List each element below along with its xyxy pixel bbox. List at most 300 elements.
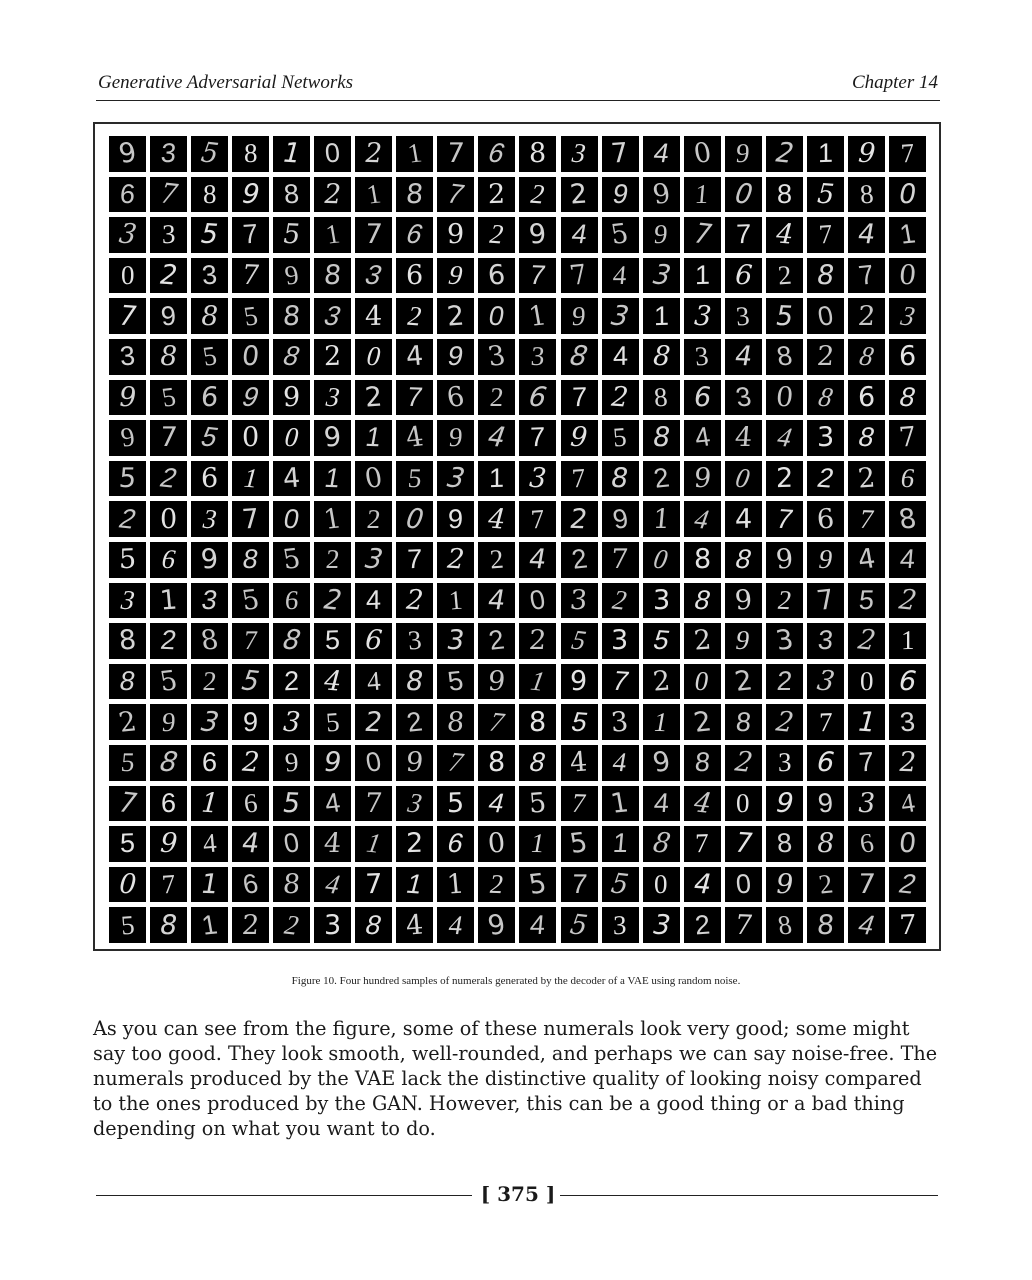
digit-tile xyxy=(848,461,885,497)
digit-tile xyxy=(848,258,885,294)
digit-tile xyxy=(519,380,556,416)
digit-tile xyxy=(561,298,598,334)
digit-glyph: 5 xyxy=(772,300,796,332)
digit-tile xyxy=(561,745,598,781)
digit-glyph: 7 xyxy=(443,178,469,210)
digit-tile xyxy=(602,420,639,456)
digit-tile xyxy=(273,907,310,943)
digit-glyph: 2 xyxy=(775,462,793,495)
digit-glyph: 9 xyxy=(649,746,673,780)
digit-tile xyxy=(602,867,639,903)
digit-glyph: 2 xyxy=(568,543,589,575)
digit-glyph: 7 xyxy=(570,462,588,494)
digit-tile xyxy=(314,258,351,294)
digit-tile xyxy=(232,745,269,781)
digit-glyph: 3 xyxy=(444,625,468,657)
digit-glyph: 1 xyxy=(489,462,505,494)
digit-tile xyxy=(396,664,433,700)
digit-glyph: 7 xyxy=(818,706,833,737)
digit-tile xyxy=(725,298,762,334)
digit-glyph: 9 xyxy=(486,666,507,698)
digit-glyph: 5 xyxy=(528,787,548,820)
digit-glyph: 9 xyxy=(156,827,182,860)
digit-glyph: 3 xyxy=(733,381,754,413)
digit-tile xyxy=(561,867,598,903)
digit-tile xyxy=(602,461,639,497)
digit-glyph: 9 xyxy=(528,218,548,252)
digit-glyph: 3 xyxy=(529,341,547,372)
digit-glyph: 9 xyxy=(445,259,467,291)
digit-glyph: 5 xyxy=(567,624,592,657)
digit-glyph: 8 xyxy=(774,340,795,372)
digit-tile xyxy=(314,217,351,253)
digit-glyph: 4 xyxy=(281,462,302,495)
digit-glyph: 7 xyxy=(898,909,916,941)
digit-tile xyxy=(273,380,310,416)
digit-glyph: 2 xyxy=(815,868,835,900)
digit-glyph: 8 xyxy=(854,340,879,372)
body-paragraph: As you can see from the figure, some of these numerals look very good; some might say too good. They look smooth, well-rounded, and perhaps we can say noise-free. The numerals produced by the VAE lack the distinctive quality of looking noisy compared to the ones produced by the GAN. However, this can be a good thing or a bad thing depending on what you want to do. xyxy=(93,1017,938,1140)
digit-tile xyxy=(478,542,515,578)
digit-tile xyxy=(150,501,187,537)
digit-glyph: 1 xyxy=(608,786,632,820)
digit-glyph: 4 xyxy=(322,828,343,860)
digit-glyph: 2 xyxy=(528,625,548,657)
digit-glyph: 7 xyxy=(856,868,877,900)
digit-glyph: 4 xyxy=(366,584,382,616)
digit-glyph: 4 xyxy=(898,787,917,819)
digit-glyph: 2 xyxy=(156,462,182,494)
digit-tile xyxy=(355,339,392,375)
digit-tile xyxy=(437,501,474,537)
digit-tile xyxy=(848,339,885,375)
digit-glyph: 9 xyxy=(238,381,264,413)
digit-tile xyxy=(478,461,515,497)
digit-glyph: 1 xyxy=(900,625,915,656)
digit-glyph: 8 xyxy=(815,909,836,941)
digit-glyph: 3 xyxy=(568,137,590,169)
digit-tile xyxy=(725,501,762,537)
digit-glyph: 1 xyxy=(526,665,550,697)
digit-tile xyxy=(561,786,598,822)
digit-tile xyxy=(519,826,556,862)
digit-glyph: 0 xyxy=(281,422,303,453)
digit-tile xyxy=(109,339,146,375)
digit-tile xyxy=(355,786,392,822)
digit-tile xyxy=(643,664,680,700)
digit-glyph: 5 xyxy=(857,584,876,615)
digit-glyph: 2 xyxy=(488,543,505,575)
digit-tile xyxy=(766,745,803,781)
digit-tile xyxy=(478,867,515,903)
digit-tile xyxy=(889,704,926,740)
digit-glyph: 8 xyxy=(404,178,425,210)
digit-glyph: 6 xyxy=(856,827,876,860)
digit-tile xyxy=(766,461,803,497)
digit-glyph: 0 xyxy=(896,178,919,211)
digit-tile xyxy=(150,177,187,213)
digit-tile xyxy=(109,867,146,903)
digit-glyph: 9 xyxy=(610,178,631,210)
digit-glyph: 8 xyxy=(690,584,714,616)
digit-tile xyxy=(848,623,885,659)
digit-glyph: 9 xyxy=(199,543,220,576)
digit-glyph: 5 xyxy=(119,828,136,859)
digit-tile xyxy=(766,501,803,537)
digit-glyph: 8 xyxy=(243,138,258,169)
digit-glyph: 8 xyxy=(775,827,794,859)
digit-tile xyxy=(807,217,844,253)
digit-glyph: 8 xyxy=(731,543,755,575)
digit-tile xyxy=(602,177,639,213)
digit-tile xyxy=(684,826,721,862)
digit-glyph: 6 xyxy=(402,218,428,251)
digit-glyph: 5 xyxy=(325,625,341,656)
digit-glyph: 9 xyxy=(116,381,139,414)
digit-tile xyxy=(355,217,392,253)
digit-tile xyxy=(807,826,844,862)
digit-glyph: 0 xyxy=(654,868,668,900)
header-book-title: Generative Adversarial Networks xyxy=(98,72,354,93)
digit-tile xyxy=(150,664,187,700)
digit-tile xyxy=(519,501,556,537)
digit-tile xyxy=(232,623,269,659)
digit-tile xyxy=(478,583,515,619)
digit-tile xyxy=(314,867,351,903)
digit-tile xyxy=(355,826,392,862)
digit-tile xyxy=(848,542,885,578)
digit-glyph: 7 xyxy=(731,909,755,941)
digit-glyph: 4 xyxy=(446,909,466,940)
digit-tile xyxy=(602,826,639,862)
digit-tile xyxy=(478,623,515,659)
digit-glyph: 3 xyxy=(322,381,344,413)
digit-glyph: 6 xyxy=(857,381,875,414)
digit-tile xyxy=(684,177,721,213)
digit-tile xyxy=(109,501,146,537)
digit-glyph: 0 xyxy=(114,868,141,901)
digit-glyph: 8 xyxy=(445,706,466,738)
digit-tile xyxy=(273,623,310,659)
digit-tile xyxy=(109,826,146,862)
digit-tile xyxy=(355,583,392,619)
digit-glyph: 2 xyxy=(527,178,549,210)
digit-tile xyxy=(232,461,269,497)
digit-glyph: 6 xyxy=(815,503,836,536)
digit-glyph: 3 xyxy=(406,624,423,656)
digit-glyph: 0 xyxy=(527,584,548,616)
digit-glyph: 9 xyxy=(238,178,264,211)
digit-glyph: 2 xyxy=(729,746,757,780)
digit-glyph: 5 xyxy=(197,421,223,454)
digit-tile xyxy=(478,258,515,294)
digit-glyph: 2 xyxy=(488,178,506,211)
digit-tile xyxy=(478,745,515,781)
digit-tile xyxy=(109,461,146,497)
digit-glyph: 1 xyxy=(447,584,464,616)
digit-glyph: 2 xyxy=(732,665,755,698)
digit-tile xyxy=(848,136,885,172)
digit-glyph: 7 xyxy=(113,786,142,820)
digit-glyph: 3 xyxy=(113,218,142,252)
digit-glyph: 2 xyxy=(569,178,589,211)
digit-tile xyxy=(519,136,556,172)
digit-glyph: 8 xyxy=(240,543,261,575)
digit-tile xyxy=(355,704,392,740)
digit-tile xyxy=(684,704,721,740)
digit-glyph: 7 xyxy=(363,219,384,251)
digit-tile xyxy=(602,298,639,334)
digit-tile xyxy=(561,907,598,943)
digit-tile xyxy=(191,461,228,497)
digit-tile xyxy=(766,380,803,416)
digit-glyph: 9 xyxy=(321,746,344,779)
digit-glyph: 1 xyxy=(364,178,383,210)
digit-glyph: 8 xyxy=(117,624,138,657)
digit-glyph: 9 xyxy=(447,422,464,453)
digit-glyph: 3 xyxy=(161,219,176,250)
digit-tile xyxy=(561,542,598,578)
digit-glyph: 2 xyxy=(443,543,469,576)
digit-glyph: 5 xyxy=(812,178,838,211)
digit-glyph: 3 xyxy=(898,706,917,738)
digit-glyph: 7 xyxy=(444,746,468,778)
digit-glyph: 7 xyxy=(730,827,756,860)
digit-tile xyxy=(643,745,680,781)
digit-glyph: 0 xyxy=(897,260,918,292)
digit-tile xyxy=(150,298,187,334)
digit-glyph: 2 xyxy=(690,705,714,739)
digit-tile xyxy=(273,136,310,172)
digit-tile xyxy=(643,542,680,578)
digit-glyph: 1 xyxy=(611,828,629,859)
digit-glyph: 9 xyxy=(816,544,835,575)
digit-tile xyxy=(109,258,146,294)
digit-glyph: 6 xyxy=(118,178,137,209)
digit-tile xyxy=(109,583,146,619)
digit-tile xyxy=(396,217,433,253)
digit-glyph: 2 xyxy=(895,868,921,900)
digit-glyph: 8 xyxy=(198,300,221,332)
digit-tile xyxy=(725,664,762,700)
digit-tile xyxy=(889,907,926,943)
digit-tile xyxy=(437,461,474,497)
digit-tile xyxy=(766,420,803,456)
digit-glyph: 8 xyxy=(896,502,919,536)
digit-tile xyxy=(725,786,762,822)
digit-tile xyxy=(109,745,146,781)
digit-tile xyxy=(807,501,844,537)
digit-glyph: 8 xyxy=(855,421,878,453)
digit-glyph: 7 xyxy=(897,421,918,455)
digit-tile xyxy=(191,136,228,172)
digit-tile xyxy=(602,258,639,294)
digit-tile xyxy=(437,745,474,781)
digit-tile xyxy=(191,623,228,659)
digit-glyph: 0 xyxy=(323,137,342,169)
digit-sample-figure xyxy=(93,122,941,951)
digit-tile xyxy=(643,907,680,943)
digit-glyph: 2 xyxy=(363,381,384,414)
digit-glyph: 5 xyxy=(324,706,341,738)
digit-glyph: 9 xyxy=(243,706,259,737)
digit-glyph: 8 xyxy=(526,746,550,778)
digit-glyph: 8 xyxy=(157,909,180,941)
digit-tile xyxy=(889,664,926,700)
digit-glyph: 7 xyxy=(610,544,631,576)
digit-tile xyxy=(643,380,680,416)
digit-tile xyxy=(766,136,803,172)
digit-tile xyxy=(355,664,392,700)
digit-glyph: 8 xyxy=(322,260,343,292)
digit-tile xyxy=(519,177,556,213)
digit-glyph: 6 xyxy=(242,787,259,819)
digit-glyph: 2 xyxy=(488,381,506,412)
digit-glyph: 0 xyxy=(736,787,750,819)
digit-glyph: 0 xyxy=(362,462,385,495)
digit-tile xyxy=(725,136,762,172)
digit-tile xyxy=(848,501,885,537)
digit-glyph: 2 xyxy=(692,624,713,657)
digit-tile xyxy=(355,420,392,456)
digit-tile xyxy=(643,786,680,822)
digit-glyph: 1 xyxy=(651,706,671,737)
digit-glyph: 3 xyxy=(279,706,305,739)
digit-tile xyxy=(643,501,680,537)
digit-tile xyxy=(314,745,351,781)
digit-tile xyxy=(561,339,598,375)
digit-glyph: 7 xyxy=(530,422,546,453)
digit-tile xyxy=(766,583,803,619)
digit-tile xyxy=(396,298,433,334)
digit-glyph: 1 xyxy=(694,259,710,291)
digit-tile xyxy=(232,177,269,213)
digit-tile xyxy=(150,907,187,943)
digit-glyph: 8 xyxy=(814,828,837,860)
digit-tile xyxy=(807,420,844,456)
digit-glyph: 0 xyxy=(240,341,261,373)
digit-tile xyxy=(561,136,598,172)
digit-glyph: 3 xyxy=(855,787,878,820)
digit-tile xyxy=(314,380,351,416)
digit-tile xyxy=(355,867,392,903)
digit-tile xyxy=(437,339,474,375)
digit-tile xyxy=(109,664,146,700)
digit-tile xyxy=(848,664,885,700)
digit-tile xyxy=(807,664,844,700)
digit-tile xyxy=(889,177,926,213)
digit-glyph: 3 xyxy=(199,503,221,535)
digit-glyph: 2 xyxy=(856,462,877,495)
digit-glyph: 2 xyxy=(776,259,793,291)
digit-glyph: 2 xyxy=(321,178,344,211)
digit-glyph: 5 xyxy=(118,543,137,576)
digit-tile xyxy=(150,542,187,578)
digit-tile xyxy=(766,907,803,943)
digit-tile xyxy=(396,786,433,822)
digit-tile xyxy=(848,786,885,822)
digit-tile xyxy=(437,867,474,903)
digit-tile xyxy=(437,258,474,294)
digit-glyph: 1 xyxy=(653,300,669,331)
digit-tile xyxy=(889,501,926,537)
digit-tile xyxy=(232,420,269,456)
digit-tile xyxy=(889,380,926,416)
digit-tile xyxy=(725,339,762,375)
digit-glyph: 6 xyxy=(202,746,218,778)
digit-tile xyxy=(643,704,680,740)
digit-tile xyxy=(561,826,598,862)
digit-tile xyxy=(437,826,474,862)
digit-glyph: 8 xyxy=(647,827,675,861)
digit-glyph: 5 xyxy=(157,665,180,698)
digit-glyph: 5 xyxy=(119,747,136,778)
digit-glyph: 4 xyxy=(529,909,547,940)
digit-glyph: 4 xyxy=(690,503,715,535)
digit-tile xyxy=(191,258,228,294)
digit-tile xyxy=(766,217,803,253)
digit-glyph: 8 xyxy=(734,706,753,737)
digit-tile xyxy=(314,177,351,213)
digit-glyph: 3 xyxy=(811,665,840,698)
digit-glyph: 9 xyxy=(649,178,673,211)
digit-glyph: 7 xyxy=(857,503,876,534)
digit-tile xyxy=(191,704,228,740)
digit-tile xyxy=(396,826,433,862)
digit-tile xyxy=(150,583,187,619)
digit-glyph: 3 xyxy=(689,300,715,333)
digit-tile xyxy=(561,501,598,537)
digit-tile xyxy=(109,298,146,334)
digit-glyph: 4 xyxy=(734,503,752,535)
digit-glyph: 7 xyxy=(773,503,796,535)
digit-glyph: 4 xyxy=(239,828,262,860)
digit-tile xyxy=(396,623,433,659)
digit-tile xyxy=(643,339,680,375)
digit-glyph: 3 xyxy=(647,259,675,292)
digit-glyph: 5 xyxy=(280,543,303,577)
digit-tile xyxy=(519,583,556,619)
digit-glyph: 8 xyxy=(649,422,673,454)
digit-tile xyxy=(191,826,228,862)
digit-tile xyxy=(889,217,926,253)
digit-tile xyxy=(437,583,474,619)
digit-glyph: 6 xyxy=(361,624,387,657)
digit-tile xyxy=(848,298,885,334)
digit-glyph: 1 xyxy=(362,827,386,860)
digit-tile xyxy=(725,583,762,619)
digit-tile xyxy=(150,745,187,781)
digit-tile xyxy=(191,745,228,781)
digit-glyph: 7 xyxy=(239,259,262,292)
digit-tile xyxy=(807,258,844,294)
digit-tile xyxy=(232,380,269,416)
digit-tile xyxy=(519,664,556,700)
digit-tile xyxy=(766,177,803,213)
digit-glyph: 7 xyxy=(857,746,876,778)
digit-glyph: 8 xyxy=(279,340,305,372)
digit-glyph: 2 xyxy=(445,300,466,333)
digit-tile xyxy=(273,704,310,740)
digit-glyph: 6 xyxy=(240,868,261,900)
digit-tile xyxy=(766,786,803,822)
digit-tile xyxy=(109,177,146,213)
digit-tile xyxy=(519,258,556,294)
digit-tile xyxy=(478,826,515,862)
digit-tile xyxy=(437,177,474,213)
digit-glyph: 4 xyxy=(652,787,670,818)
digit-glyph: 3 xyxy=(324,909,342,941)
